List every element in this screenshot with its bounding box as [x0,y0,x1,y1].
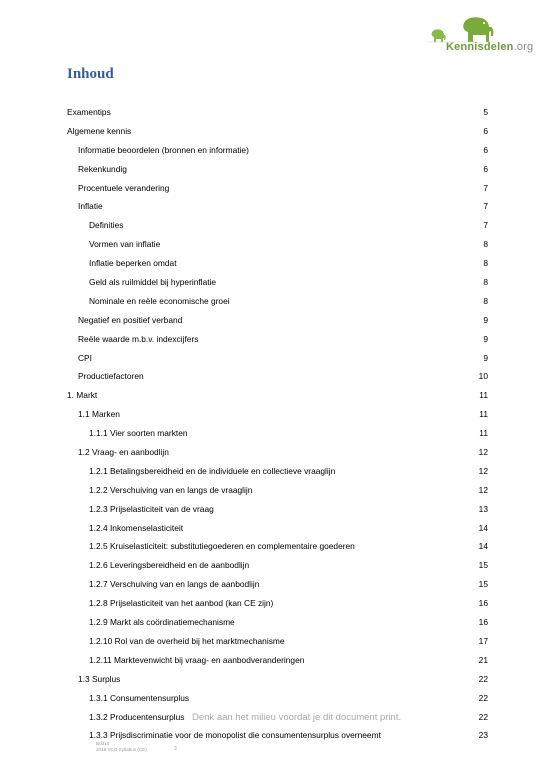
toc-entry[interactable] [67,405,488,424]
toc-entry-title: CPI [78,352,92,363]
toc-entry-title: Definities [89,220,124,231]
toc-entry[interactable] [67,216,488,235]
toc-entry[interactable] [67,197,488,216]
toc-entry[interactable] [67,122,488,141]
toc-entry-page: 6 [483,125,488,136]
toc-entry[interactable] [67,292,488,311]
toc-entry-page: 14 [478,541,488,552]
toc-entry-title: 1.3.3 Prijsdiscriminatie voor de monopolist die consumentensurplus overneemt [89,730,381,741]
toc-entry-title: 1.2.2 Verschuiving van en langs de vraaglijn [89,484,253,495]
toc-entry-page: 22 [478,711,488,722]
toc-entry-title: Algemene kennis [67,125,132,136]
toc-entry-title: 1.2.8 Prijselasticiteit van het aanbod (kan CE zijn) [89,598,274,609]
toc-entry[interactable] [67,273,488,292]
toc-entry-page: 9 [483,333,488,344]
footer-line-2: 2019 VCO Syllabus (CE) [96,747,147,752]
toc-entry-page: 17 [478,635,488,646]
toc-entry-page: 14 [478,522,488,533]
watermark-text: Denk aan het milieu voordat je dit document print. [192,712,402,723]
toc-entry-page: 5 [483,107,488,117]
toc-entry-title: 1.3.1 Consumentensurplus [89,692,190,703]
toc-entry-page: 15 [478,560,488,571]
toc-entry[interactable] [67,575,488,594]
toc-entry-page: 9 [483,352,488,363]
toc-entry[interactable] [67,443,488,462]
toc-entry-page: 6 [483,144,488,155]
toc-entry-page: 8 [483,258,488,269]
toc-entry-title: Geld als ruilmiddel bij hyperinflatie [89,277,217,288]
toc-entry-page: 9 [483,314,488,325]
toc-entry[interactable] [67,594,488,613]
toc-entry-page: 21 [478,654,488,665]
toc-entry[interactable] [67,179,488,198]
toc-entry[interactable] [67,160,488,179]
footer-line-1: Bdd10 [96,741,110,746]
toc-entry-title: 1.2.10 Rol van de overheid bij het marktmechanisme [89,635,285,646]
toc-entry[interactable] [67,519,488,538]
toc-entry-page: 23 [478,730,488,741]
toc-entry-page: 10 [478,371,488,382]
toc-entry-page: 22 [478,673,488,684]
toc-entry-title: Reële waarde m.b.v. indexcijfers [78,333,199,344]
toc-entry[interactable] [67,500,488,519]
toc-entry[interactable] [67,651,488,670]
toc-entry-title: 1.1.1 Vier soorten markten [89,428,188,439]
toc-entry-page: 7 [483,220,488,231]
toc-entry-page: 13 [478,503,488,514]
table-of-contents [67,103,488,745]
site-logo[interactable] [418,14,536,56]
logo-text: Kennisdelen.org [446,41,534,53]
toc-entry[interactable] [67,103,488,122]
toc-entry[interactable] [67,632,488,651]
toc-entry-title: 1.3.2 Producentensurplus [89,711,185,722]
toc-entry[interactable] [67,670,488,689]
toc-entry-title: Examentips [67,107,111,117]
toc-entry-page: 8 [483,277,488,288]
toc-entry-title: 1.2.4 Inkomenselasticiteit [89,522,184,533]
toc-entry[interactable] [67,367,488,386]
toc-entry-page: 16 [478,617,488,628]
toc-entry-title: Inflatie beperken omdat [89,258,177,269]
toc-entry-page: 6 [483,163,488,174]
toc-entry[interactable] [67,141,488,160]
toc-entry-page: 12 [478,465,488,476]
toc-entry-page: 8 [483,295,488,306]
toc-entry[interactable] [67,349,488,368]
toc-entry-title: 1.2.1 Betalingsbereidheid en de individuele en collectieve vraaglijn [89,465,336,476]
toc-entry-title: Inflatie [78,201,103,212]
page-footer [96,741,177,753]
toc-entry-page: 15 [478,579,488,590]
toc-entry-title: Negatief en positief verband [78,314,183,325]
toc-entry-page: 16 [478,598,488,609]
toc-entry-page: 7 [483,201,488,212]
toc-entry-title: 1.2.3 Prijselasticiteit van de vraag [89,503,214,514]
toc-entry-page: 11 [479,428,488,439]
toc-entry[interactable] [67,481,488,500]
toc-entry[interactable] [67,424,488,443]
toc-entry[interactable] [67,462,488,481]
toc-entry-page: 7 [483,182,488,193]
page-title: Inhoud [67,66,114,82]
toc-entry[interactable] [67,330,488,349]
toc-entry-title: Procentuele verandering [78,182,170,193]
toc-entry-page: 12 [478,484,488,495]
toc-entry[interactable] [67,689,488,708]
toc-entry-title: Rekenkundig [78,163,127,174]
toc-entry-title: 1.2 Vraag- en aanbodlijn [78,447,169,458]
toc-entry-page: 11 [479,409,488,420]
toc-entry-title: Informatie beoordelen (bronnen en informatie) [78,144,249,155]
page-number: 3 [174,746,177,752]
toc-entry-page: 12 [478,447,488,458]
toc-entry-title: 1.2.6 Leveringsbereidheid en de aanbodlijn [89,560,250,571]
elephant-icon [418,14,538,44]
toc-entry[interactable] [67,556,488,575]
toc-entry[interactable] [67,537,488,556]
toc-entry-title: Productiefactoren [78,371,144,382]
toc-entry-title: 1. Markt [67,390,98,401]
toc-entry-page: 11 [479,390,488,401]
toc-entry[interactable] [67,311,488,330]
toc-entry-title: 1.1 Marken [78,409,120,420]
toc-entry-title: 1.2.9 Markt als coördinatiemechanisme [89,617,235,628]
toc-entry-page: 8 [483,239,488,250]
toc-entry[interactable] [67,235,488,254]
toc-entry[interactable] [67,254,488,273]
toc-entry-title: Vormen van inflatie [89,239,161,250]
toc-entry-title: Nominale en reële economische groei [89,295,230,306]
toc-entry-title: 1.2.11 Marktevenwicht bij vraag- en aanbodveranderingen [89,654,305,665]
toc-entry-title: 1.2.5 Kruiselasticiteit: substitutiegoederen en complementaire goederen [89,541,355,552]
toc-entry[interactable] [67,386,488,405]
toc-entry[interactable] [67,613,488,632]
toc-entry-page: 22 [478,692,488,703]
toc-entry-title: 1.3 Surplus [78,673,121,684]
toc-entry-title: 1.2.7 Verschuiving van en langs de aanbodlijn [89,579,260,590]
